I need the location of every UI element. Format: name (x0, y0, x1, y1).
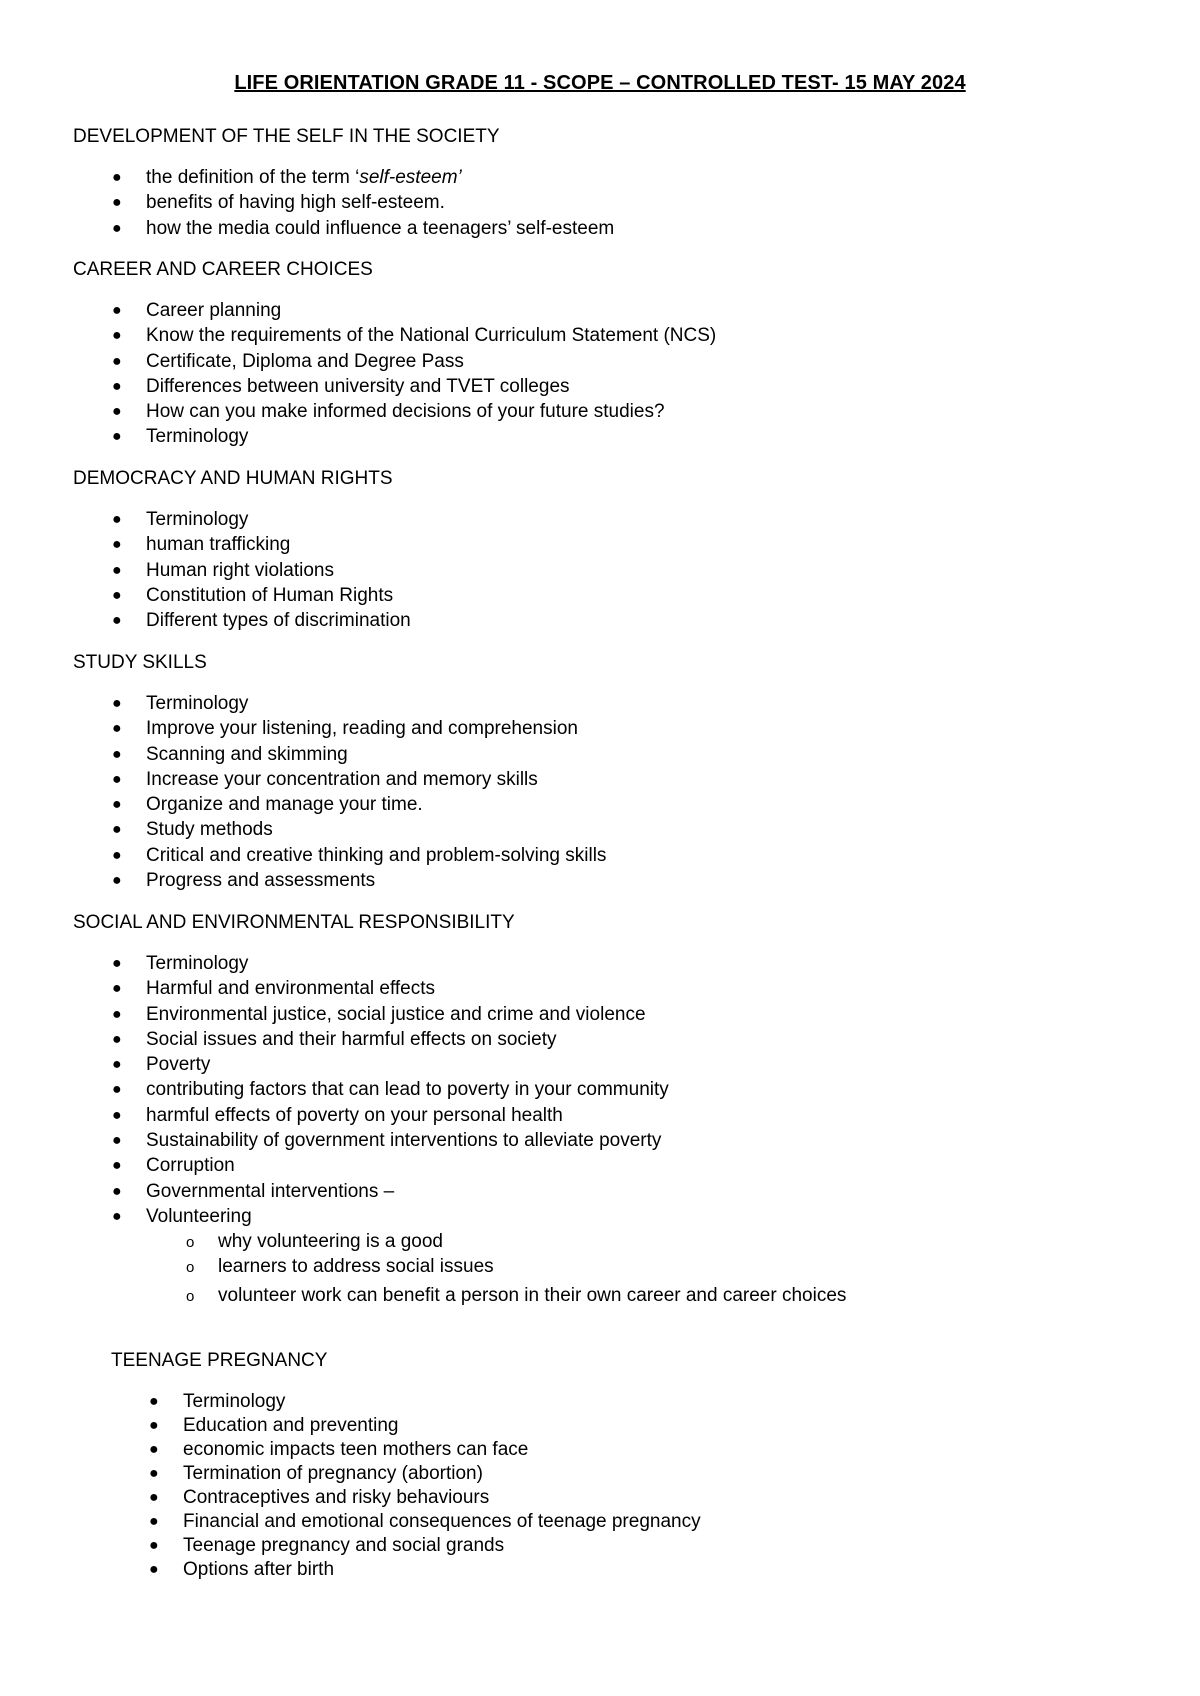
list-item: ● Critical and creative thinking and problem-solving skills (146, 843, 606, 868)
list-item: ● Harmful and environmental effects (146, 976, 669, 1001)
list-item: ● Terminology (146, 424, 716, 449)
list-item: ● contributing factors that can lead to poverty in your community (146, 1077, 669, 1102)
list-item: ● Environmental justice, social justice and crime and violence (146, 1002, 669, 1027)
document-title: LIFE ORIENTATION GRADE 11 - SCOPE – CONTROLLED TEST- 15 MAY 2024 (234, 72, 966, 94)
list-item: ● Terminology (146, 951, 669, 976)
bullet-icon: ● (112, 745, 122, 763)
list-item: ● Improve your listening, reading and comprehension (146, 716, 606, 741)
list-item: ● Terminology (146, 507, 411, 532)
bullet-icon: ● (112, 194, 122, 212)
bullet-icon: ● (149, 1489, 159, 1507)
bullet-icon: ● (112, 428, 122, 446)
bullet-icon: ● (149, 1441, 159, 1459)
section-list (149, 1389, 701, 1582)
bullet-icon: ● (112, 561, 122, 579)
bullet-icon: ● (149, 1561, 159, 1579)
list-item: ● Differences between university and TVET colleges (146, 374, 716, 399)
bullet-icon: ● (149, 1465, 159, 1483)
list-item: ● Volunteering (146, 1204, 669, 1229)
section-list (112, 691, 607, 893)
list-item: ● Scanning and skimming (146, 742, 606, 767)
bullet-icon: ● (112, 1106, 122, 1124)
list-item: ● Organize and manage your time. (146, 792, 606, 817)
list-item: ● Different types of discrimination (146, 608, 411, 633)
bullet-icon: ● (112, 955, 122, 972)
bullet-icon: ● (112, 846, 122, 864)
list-item: ● Termination of pregnancy (abortion) (149, 1463, 483, 1485)
bullet-icon: ● (112, 511, 122, 528)
list-item: ● Human right violations (146, 558, 411, 583)
bullet-icon: ● (112, 327, 122, 345)
section-list (112, 507, 411, 633)
bullet-icon: ● (112, 302, 122, 319)
bullet-icon: ● (112, 586, 122, 604)
bullet-icon: ● (112, 1157, 122, 1175)
list-item: ● how the media could influence a teenagers’ self-esteem (146, 216, 614, 241)
section-heading: DEVELOPMENT OF THE SELF IN THE SOCIETY (73, 126, 500, 147)
section-list (112, 298, 717, 450)
bullet-icon: ● (112, 352, 122, 370)
circle-bullet-icon: o (186, 1259, 195, 1277)
list-item: ● Terminology (183, 1389, 701, 1414)
circle-bullet-icon: o (186, 1234, 195, 1251)
bullet-icon: ● (112, 872, 122, 890)
bullet-icon: ● (112, 695, 122, 712)
list-item: ● Certificate, Diploma and Degree Pass (146, 349, 716, 374)
bullet-icon: ● (149, 1537, 159, 1555)
list-item: ● Contraceptives and risky behaviours (149, 1487, 490, 1509)
list-item: ● benefits of having high self-esteem. (146, 190, 614, 215)
bullet-icon: ● (112, 980, 122, 998)
sub-list (146, 1229, 846, 1308)
list-item: ● economic impacts teen mothers can face (149, 1439, 529, 1461)
section-heading: DEMOCRACY AND HUMAN RIGHTS (73, 468, 393, 489)
bullet-icon: ● (112, 1005, 122, 1023)
section-list (112, 165, 615, 241)
bullet-icon: ● (112, 720, 122, 738)
bullet-icon: ● (112, 1207, 122, 1225)
bullet-icon: ● (149, 1417, 159, 1435)
bullet-icon: ● (112, 1081, 122, 1099)
bullet-icon: ● (112, 536, 122, 554)
section-heading: SOCIAL AND ENVIRONMENTAL RESPONSIBILITY (73, 912, 515, 933)
bullet-icon: ● (112, 403, 122, 421)
list-item: ● Terminology (146, 691, 606, 716)
bullet-icon: ● (112, 1182, 122, 1200)
bullet-icon: ● (112, 169, 122, 186)
bullet-icon: ● (112, 219, 122, 237)
list-item: ● Corruption (146, 1153, 669, 1178)
list-item: ● Social issues and their harmful effects on society (146, 1027, 669, 1052)
bullet-icon: ● (112, 1056, 122, 1074)
list-item: ● Know the requirements of the National Curriculum Statement (NCS) (146, 323, 716, 348)
bullet-icon: ● (112, 1030, 122, 1048)
list-item: ● the definition of the term ‘self-esteem’ (146, 165, 614, 190)
section-list (112, 951, 669, 1229)
list-item: ● Progress and assessments (146, 868, 606, 893)
circle-bullet-icon: o (186, 1287, 195, 1305)
section-heading: TEENAGE PREGNANCY (111, 1350, 328, 1371)
section-heading: STUDY SKILLS (73, 652, 207, 673)
list-item: ● Poverty (146, 1052, 669, 1077)
bullet-icon: ● (112, 612, 122, 630)
list-item: ● Study methods (146, 817, 606, 842)
sub-list-item: o why volunteering is a good (146, 1229, 846, 1254)
list-item: ● Governmental interventions – (146, 1179, 669, 1204)
bullet-icon: ● (149, 1513, 159, 1531)
section-heading: CAREER AND CAREER CHOICES (73, 259, 373, 280)
list-item: ● human trafficking (146, 532, 411, 557)
list-item: ● harmful effects of poverty on your personal health (146, 1103, 669, 1128)
bullet-icon: ● (112, 770, 122, 788)
bullet-icon: ● (149, 1393, 159, 1410)
bullet-icon: ● (112, 1132, 122, 1150)
sub-list-item: o learners to address social issues (146, 1254, 846, 1279)
list-item: ● Options after birth (149, 1559, 335, 1581)
list-item: ● Education and preventing (149, 1415, 399, 1437)
bullet-icon: ● (112, 377, 122, 395)
bullet-icon: ● (112, 796, 122, 814)
sub-list-item: o volunteer work can benefit a person in their own career and career choices (146, 1283, 846, 1308)
list-item: ● Teenage pregnancy and social grands (149, 1535, 505, 1557)
list-item: ● Financial and emotional consequences of teenage pregnancy (149, 1511, 701, 1533)
list-item: ● Constitution of Human Rights (146, 583, 411, 608)
list-item: ● How can you make informed decisions of your future studies? (146, 399, 716, 424)
list-item: ● Career planning (146, 298, 716, 323)
list-item: ● Sustainability of government interventions to alleviate poverty (146, 1128, 669, 1153)
list-item: ● Increase your concentration and memory skills (146, 767, 606, 792)
bullet-icon: ● (112, 821, 122, 839)
